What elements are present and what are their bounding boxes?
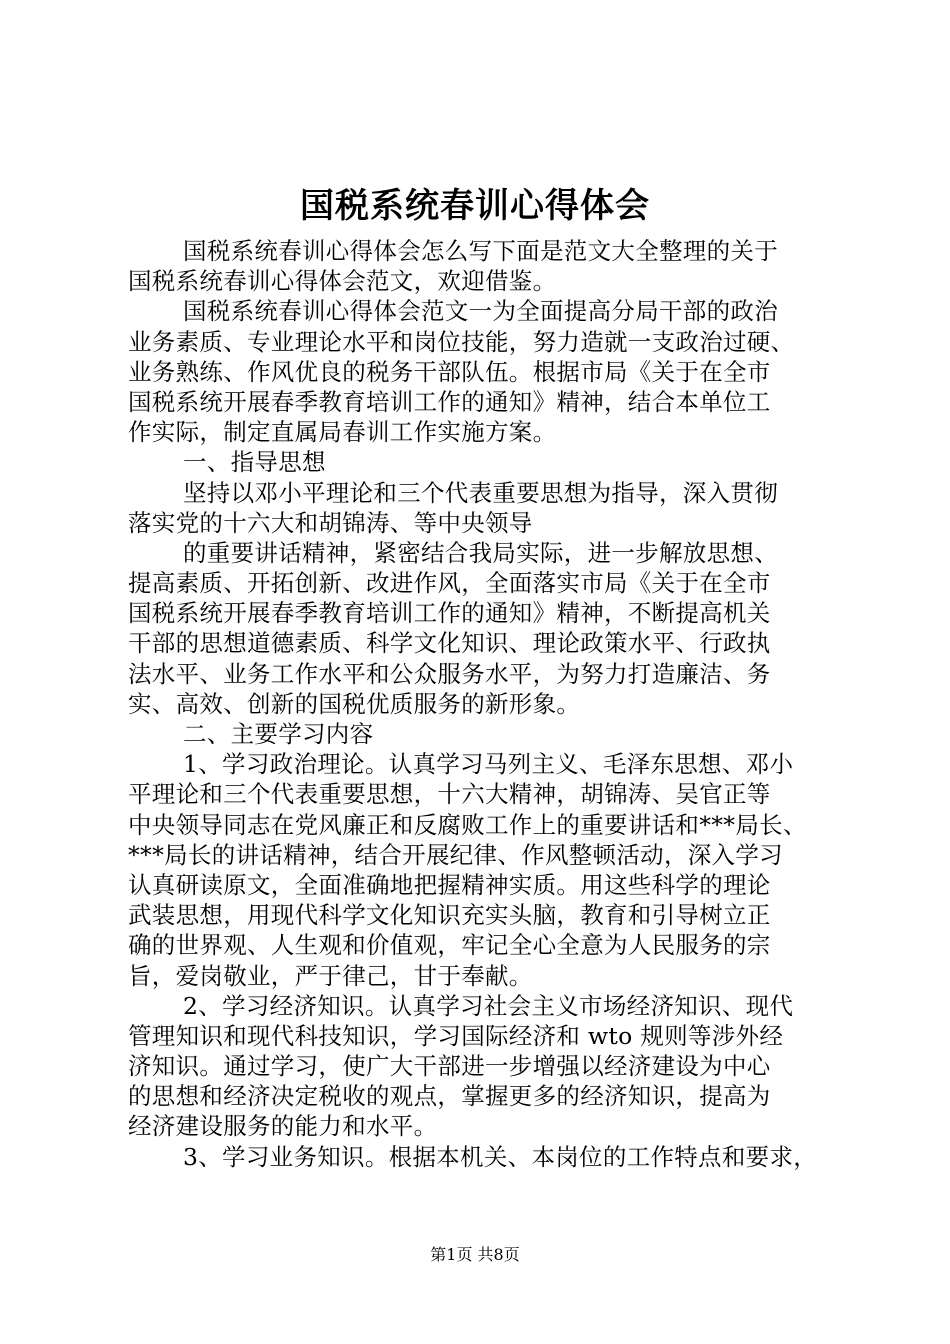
body-line: 坚持以邓小平理论和三个代表重要思想为指导，深入贯彻 [183, 478, 778, 507]
body-line: 法水平、业务工作水平和公众服务水平，为努力打造廉洁、务 [128, 659, 771, 688]
document-title: 国税系统春训心得体会 [300, 186, 650, 226]
body-line: 1、学习政治理论。认真学习马列主义、毛泽东思想、邓小 [183, 750, 794, 779]
body-line: 旨，爱岗敬业，严于律己，甘于奉献。 [128, 961, 533, 990]
body-line: 国税系统开展春季教育培训工作的通知》精神，结合本单位工 [128, 387, 771, 416]
body-line: 2、学习经济知识。认真学习社会主义市场经济知识、现代 [183, 991, 794, 1020]
body-line: 经济建设服务的能力和水平。 [128, 1112, 438, 1141]
body-line: 管理知识和现代科技知识，学习国际经济和 wto 规则等涉外经 [128, 1021, 784, 1050]
body-line: 3、学习业务知识。根据本机关、本岗位的工作特点和要求， [183, 1142, 818, 1171]
body-line: 国税系统春训心得体会范文，欢迎借鉴。 [128, 267, 557, 296]
body-line: 提高素质、开拓创新、改进作风，全面落实市局《关于在全市 [128, 569, 771, 598]
body-line: 国税系统春训心得体会怎么写下面是范文大全整理的关于 [183, 237, 778, 265]
document-body [128, 236, 828, 1172]
body-line: 的重要讲话精神，紧密结合我局实际，进一步解放思想、 [183, 538, 778, 567]
body-line: 干部的思想道德素质、科学文化知识、理论政策水平、行政执 [128, 629, 771, 658]
section-heading: 一、指导思想 [183, 448, 326, 477]
body-line: 认真研读原文，全面准确地把握精神实质。用这些科学的理论 [128, 870, 771, 899]
body-line: 落实党的十六大和胡锦涛、等中央领导 [128, 508, 533, 537]
body-line: ***局长的讲话精神，结合开展纪律、作风整顿活动，深入学习 [128, 840, 783, 869]
body-line: 的思想和经济决定税收的观点，掌握更多的经济知识，提高为 [128, 1082, 771, 1111]
body-line: 业务熟练、作风优良的税务干部队伍。根据市局《关于在全市 [128, 357, 771, 386]
body-line: 实、高效、创新的国税优质服务的新形象。 [128, 689, 581, 718]
body-line: 中央领导同志在党风廉正和反腐败工作上的重要讲话和***局长、 [128, 810, 807, 839]
body-line: 国税系统春训心得体会范文一为全面提高分局干部的政治 [183, 297, 778, 326]
body-line: 国税系统开展春季教育培训工作的通知》精神，不断提高机关 [128, 599, 771, 628]
page-number-footer: 第1页 共8页 [430, 1245, 520, 1264]
body-line: 平理论和三个代表重要思想，十六大精神，胡锦涛、吴官正等 [128, 780, 771, 809]
body-line: 业务素质、专业理论水平和岗位技能，努力造就一支政治过硬、 [128, 327, 795, 356]
body-line: 作实际，制定直属局春训工作实施方案。 [128, 418, 557, 447]
body-line: 济知识。通过学习，使广大干部进一步增强以经济建设为中心 [128, 1052, 771, 1081]
body-line: 武装思想，用现代科学文化知识充实头脑，教育和引导树立正 [128, 901, 771, 930]
body-line: 确的世界观、人生观和价值观，牢记全心全意为人民服务的宗 [128, 931, 771, 960]
section-heading: 二、主要学习内容 [183, 720, 374, 748]
